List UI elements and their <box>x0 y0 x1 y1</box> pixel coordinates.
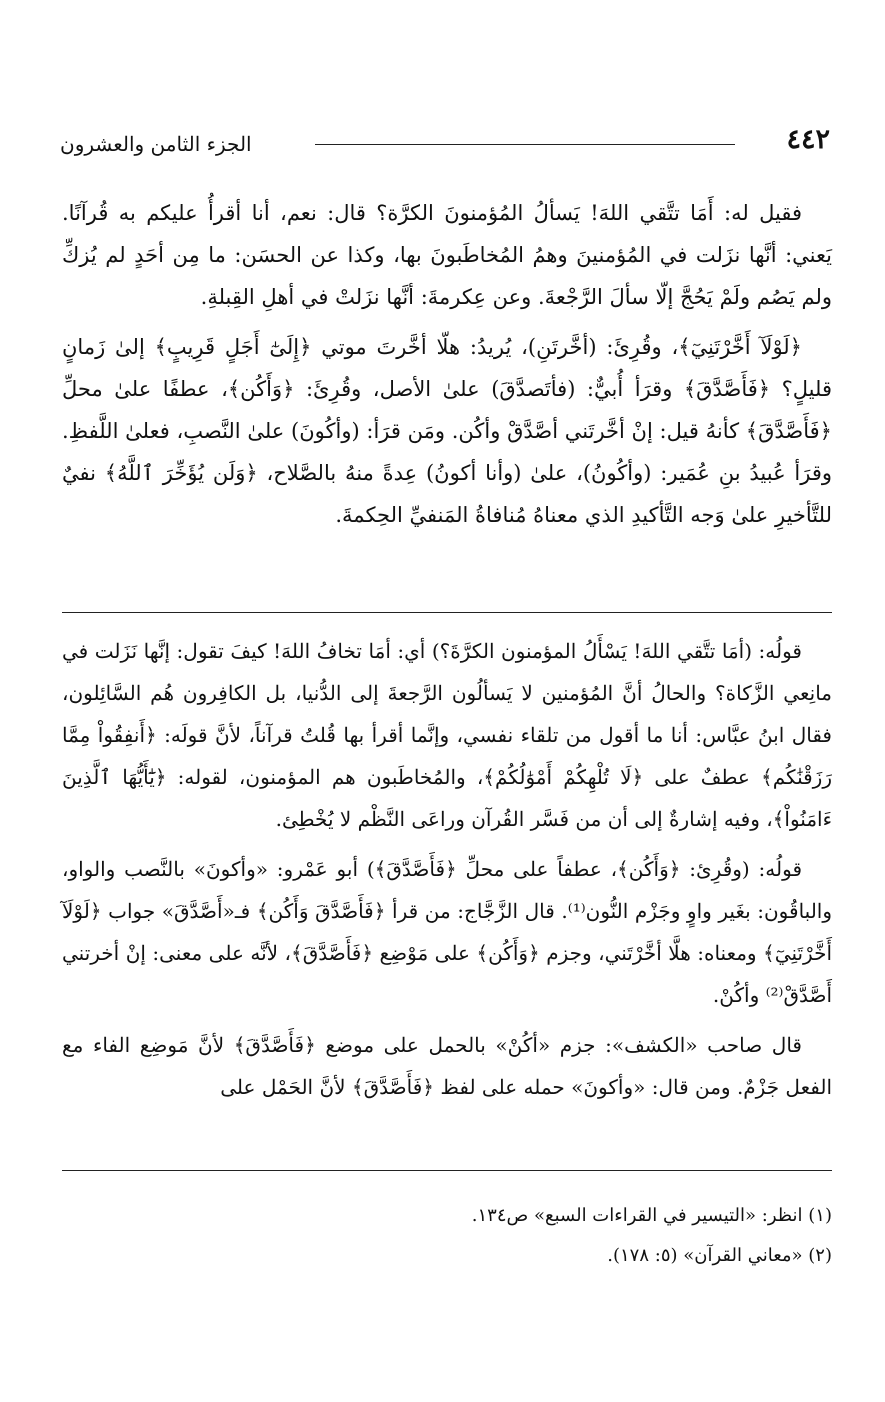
footnotes <box>62 1196 832 1276</box>
footnote-1: (١) انظر: «التيسير في القراءات السبع» ص١٣٤. <box>471 1205 832 1226</box>
main-text <box>62 192 832 536</box>
commentary-text <box>62 630 832 1108</box>
commentary-paragraph-1: قولُه: (أمَا تتَّقي اللهَ! يَسْأَلُ المؤمنون الكرَّةَ؟) أي: أمَا تخافُ اللهَ! كيفَ تقول: إنَّها نَزَلت في مانِعي الزَّكاة؟ والحالُ أنَّ المُؤمنين لا يَسألُون الرَّجعةَ إلى الدُّنيا، بل الكافِرون هُم السَّائِلون، فقال ابنُ عبَّاس: أنا ما أقول من تلقاء نفسي، وإنَّما أقرأ بها قُلتُ قرآناً، لأنَّ قولَه: ﴿أَنفِقُواْ مِمَّا رَزَقْنَٰكُم﴾ عطفٌ على ﴿لَا تُلْهِكُمْ أَمْوَٰلُكُمْ﴾، والمُخاطَبون هم المؤمنون، لقوله: ﴿يَٰٓأَيُّهَا ٱلَّذِينَ ءَامَنُواْ﴾، وفيه إشارةٌ إلى أن من فَسَّر القُرآن وراعَى النَّظْم لا يُخْطِئ. <box>62 639 832 831</box>
header-rule <box>315 144 735 145</box>
commentary-paragraph-2: قولُه: (وقُرِئ: ﴿وَأَكُن﴾، عطفاً على محلِّ ﴿فَأَصَّدَّقَ﴾) أبو عَمْرو: «وأكونَ» بالنَّصب والواو، والباقُون: بغَير واوٍ وجَزْم النُّون⁽¹⁾. قال الزَّجَّاج: من قرأ ﴿فَأَصَّدَّقَ وَأَكُن﴾ فـ«أَصَّدَّقَ» جواب ﴿لَوْلَآ أَخَّرْتَنِيٓ﴾ ومعناه: هلَّا أخَّرْتَني، وجزم ﴿وَأَكُن﴾ على مَوْضِع ﴿فَأَصَّدَّقَ﴾، لأنَّه على معنى: إنْ أخرتني أَصَّدَّقْ⁽²⁾ وأكُنْ. <box>62 857 833 1007</box>
running-title: الجزء الثامن والعشرون <box>60 132 252 156</box>
main-paragraph-2: ﴿لَوْلَآ أَخَّرْتَنِيٓ﴾، وقُرِئَ: (أخَّرتَنِ)، يُريدُ: هلّا أخَّرتَ موتي ﴿إِلَىٰٓ أَجَلٍ قَرِيبٍ﴾ إلىٰ زَمانٍ قليلٍ؟ ﴿فَأَصَّدَّقَ﴾ وقرَأ أُبيٌّ: (فأتَصدَّقَ) علىٰ الأصل، وقُرِئَ: ﴿وَأَكُن﴾، عطفًا علىٰ محلِّ ﴿فَأَصَّدَّقَ﴾ كأنهُ قيل: إنْ أخَّرتَني أصَّدَّقْ وأكُن. ومَن قرَأ: (وأكُونَ) علىٰ النَّصبِ، فعلىٰ اللَّفظِ. وقرَأ عُبيدُ بنِ عُمَير: (وأكُونُ)، علىٰ (وأنا أكونُ) عِدةً منهُ بالصَّلاح، ﴿وَلَن يُؤَخِّرَ ٱللَّهُ﴾ نفيٌ للتَّأخيرِ علىٰ وَجه التَّأكيدِ الذي معناهُ مُنافاةُ المَنفيِّ الحِكمةَ. <box>62 335 832 527</box>
page-header <box>60 120 830 170</box>
footnote-divider <box>62 1170 832 1171</box>
page-number: ٤٤٢ <box>786 124 830 155</box>
main-paragraph-1: فقيل له: أَمَا تتَّقي اللهَ! يَسألُ المُؤمنونَ الكرَّة؟ قال: نعم، أنا أقرأُ عليكم به قُرآنًا. يَعني: أنَّها نزَلت في المُؤمنينَ وهمُ المُخاطَبونَ بها، وكذا عن الحسَن: ما مِن أحَدٍ لم يُزكِّ ولم يَصُم ولَمْ يَحُجَّ إلّا سألَ الرَّجْعةَ. وعن عِكرمةَ: أنَّها نزَلتْ في أهلِ القِبلةِ. <box>62 201 832 309</box>
commentary-paragraph-3: قال صاحب «الكشف»: جزم «أكُنْ» بالحمل على موضع ﴿فَأَصَّدَّقَ﴾ لأنَّ مَوضِع الفاء مع الفعل جَزْمٌ. ومن قال: «وأكونَ» حمله على لفظ ﴿فَأَصَّدَّقَ﴾ لأنَّ الحَمْل على <box>62 1033 832 1099</box>
footnote-2: (٢) «معاني القرآن» (٥: ١٧٨). <box>607 1245 832 1266</box>
commentary-divider <box>62 612 832 613</box>
